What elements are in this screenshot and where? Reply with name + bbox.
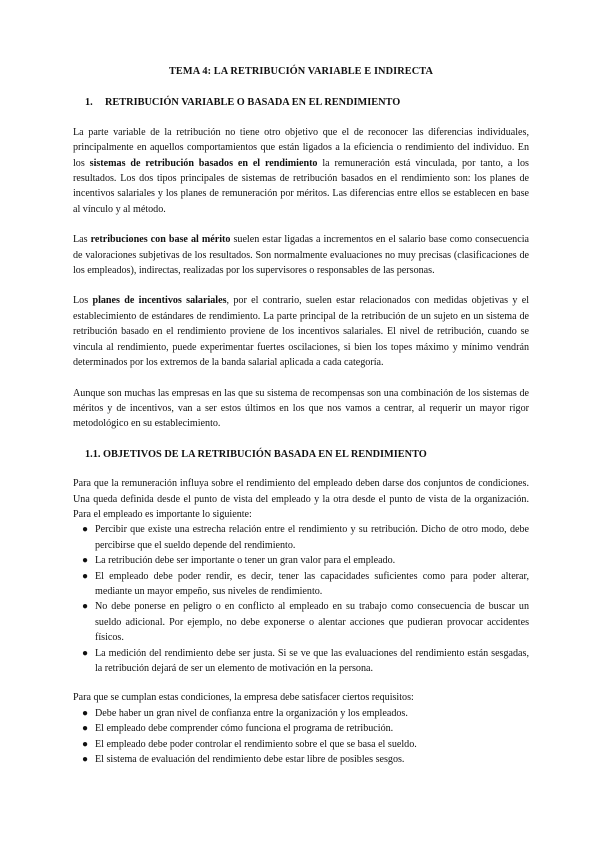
section-1-title: RETRIBUCIÓN VARIABLE O BASADA EN EL RENDIMIENTO bbox=[105, 97, 401, 109]
list-item bbox=[73, 752, 529, 767]
company-requirements-list bbox=[73, 706, 529, 768]
bold-term: planes de incentivos salariales bbox=[92, 295, 227, 307]
bullet-icon: ● bbox=[82, 524, 89, 536]
list-item-text: Debe haber un gran nivel de confianza entre la organización y los empleados. bbox=[95, 707, 408, 719]
section-1-1-heading: 1.1. OBJETIVOS DE LA RETRIBUCIÓN BASADA EN EL RENDIMIENTO bbox=[85, 448, 427, 460]
bullet-icon: ● bbox=[82, 754, 89, 766]
bullet-icon: ● bbox=[82, 570, 89, 582]
bullet-icon: ● bbox=[82, 601, 89, 613]
list-item bbox=[73, 706, 529, 721]
paragraph-combination: Aunque son muchas las empresas en las que su sistema de recompensas son una combinación de los sistemas de méritos y de incentivos, van a ser estos últimos en los que nos vamos a centrar, al requerir un mayor rigor metodológico en su establecimiento. bbox=[73, 387, 529, 430]
list-item-text: El sistema de evaluación del rendimiento debe estar libre de posibles sesgos. bbox=[95, 754, 405, 766]
list-item-text: El empleado debe poder rendir, es decir, tener las capacidades suficientes como para poder alterar, mediante un mayor empeño, sus niveles de rendimiento. bbox=[95, 570, 529, 597]
bullet-icon: ● bbox=[82, 707, 89, 719]
list-item-text: El empleado debe comprender cómo funciona el programa de retribución. bbox=[95, 723, 394, 735]
list-item bbox=[73, 721, 529, 736]
paragraph-merit-pay bbox=[73, 232, 529, 278]
list-item bbox=[73, 599, 529, 645]
paragraph-variable-pay bbox=[73, 125, 529, 217]
paragraph-requirements: Para que se cumplan estas condiciones, la empresa debe satisfacer ciertos requisitos: bbox=[73, 692, 414, 704]
list-item-text: La retribución debe ser importante o tener un gran valor para el empleado. bbox=[95, 555, 396, 567]
text: suelen estar ligadas a incrementos en el salario base como consecuencia de valoraciones subjetivas de los resultados. Son normalmente evaluaciones no muy precisas (clasificaciones de los empleados), indirectas, realizadas por los supervisores o responsables de las personas. bbox=[73, 234, 529, 277]
section-1-heading bbox=[85, 95, 529, 110]
document-page bbox=[73, 64, 529, 781]
bullet-icon: ● bbox=[82, 647, 89, 659]
text: La parte variable de la retribución no tiene otro objetivo que el de reconocer las diferencias individuales, principalmente en aquellos comportamientos que están ligados a la eficiencia o rendimiento del individuo. En los bbox=[73, 126, 529, 169]
section-1-number: 1. bbox=[85, 97, 93, 109]
text: Los bbox=[73, 295, 93, 307]
list-item bbox=[73, 553, 529, 568]
list-item bbox=[73, 646, 529, 677]
list-item bbox=[73, 522, 529, 553]
bullet-icon: ● bbox=[82, 723, 89, 735]
list-item-text: No debe ponerse en peligro o en conflicto al empleado en su trabajo como consecuencia de buscar un sueldo adicional. Por ejemplo, no debe exponerse o alentar acciones que pudieran provocar accidentes físicos. bbox=[95, 601, 529, 644]
text: Las bbox=[73, 234, 91, 246]
text: la remuneración está vinculada, por tanto, a los resultados. Los dos tipos principales de sistemas de retribución basados en el rendimiento son: los planes de incentivos salariales y los planes de remuneración por méritos. Las diferencias entre ellos se establecen en base al vínculo y al método. bbox=[73, 157, 529, 215]
page-title: TEMA 4: LA RETRIBUCIÓN VARIABLE E INDIRECTA bbox=[168, 66, 434, 77]
text: , por el contrario, suelen estar relacionados con medidas objetivas y el establecimiento de estándares de rendimiento. La parte principal de la retribución de un sujeto en un sistema de retribución basado en el rendimiento proviene de los incentivos salariales. El nivel de retribución, cuando se vincula al rendimiento, puede experimentar fuertes oscilaciones, si bien los topes máximo y mínimo vendrán determinados por los extremos de la banda salarial aplicada a cada categoría. bbox=[73, 295, 530, 369]
bullet-icon: ● bbox=[82, 738, 89, 750]
paragraph-incentive-plans bbox=[73, 293, 529, 370]
list-item-text: La medición del rendimiento debe ser justa. Si se ve que las evaluaciones del rendimiento están sesgadas, la retribución dejará de ser un elemento de motivación en la persona. bbox=[95, 647, 529, 674]
employee-conditions-list bbox=[73, 522, 529, 676]
list-item-text: Percibir que existe una estrecha relación entre el rendimiento y su retribución. Dicho de otro modo, debe percibirse que el sueldo depende del rendimiento. bbox=[95, 524, 529, 551]
list-item bbox=[73, 737, 529, 752]
bold-term: retribuciones con base al mérito bbox=[90, 234, 231, 246]
list-item bbox=[73, 569, 529, 600]
list-item-text: El empleado debe poder controlar el rendimiento sobre el que se basa el sueldo. bbox=[95, 738, 417, 750]
bold-term: sistemas de retribución basados en el rendimiento bbox=[89, 157, 318, 169]
bullet-icon: ● bbox=[82, 555, 89, 567]
paragraph-conditions: Para que la remuneración influya sobre el rendimiento del empleado deben darse dos conjuntos de condiciones. Una queda definida desde el punto de vista del empleado y la otra desde el punto de vista de la organización. Para el empleado es importante lo siguiente: bbox=[73, 478, 529, 520]
